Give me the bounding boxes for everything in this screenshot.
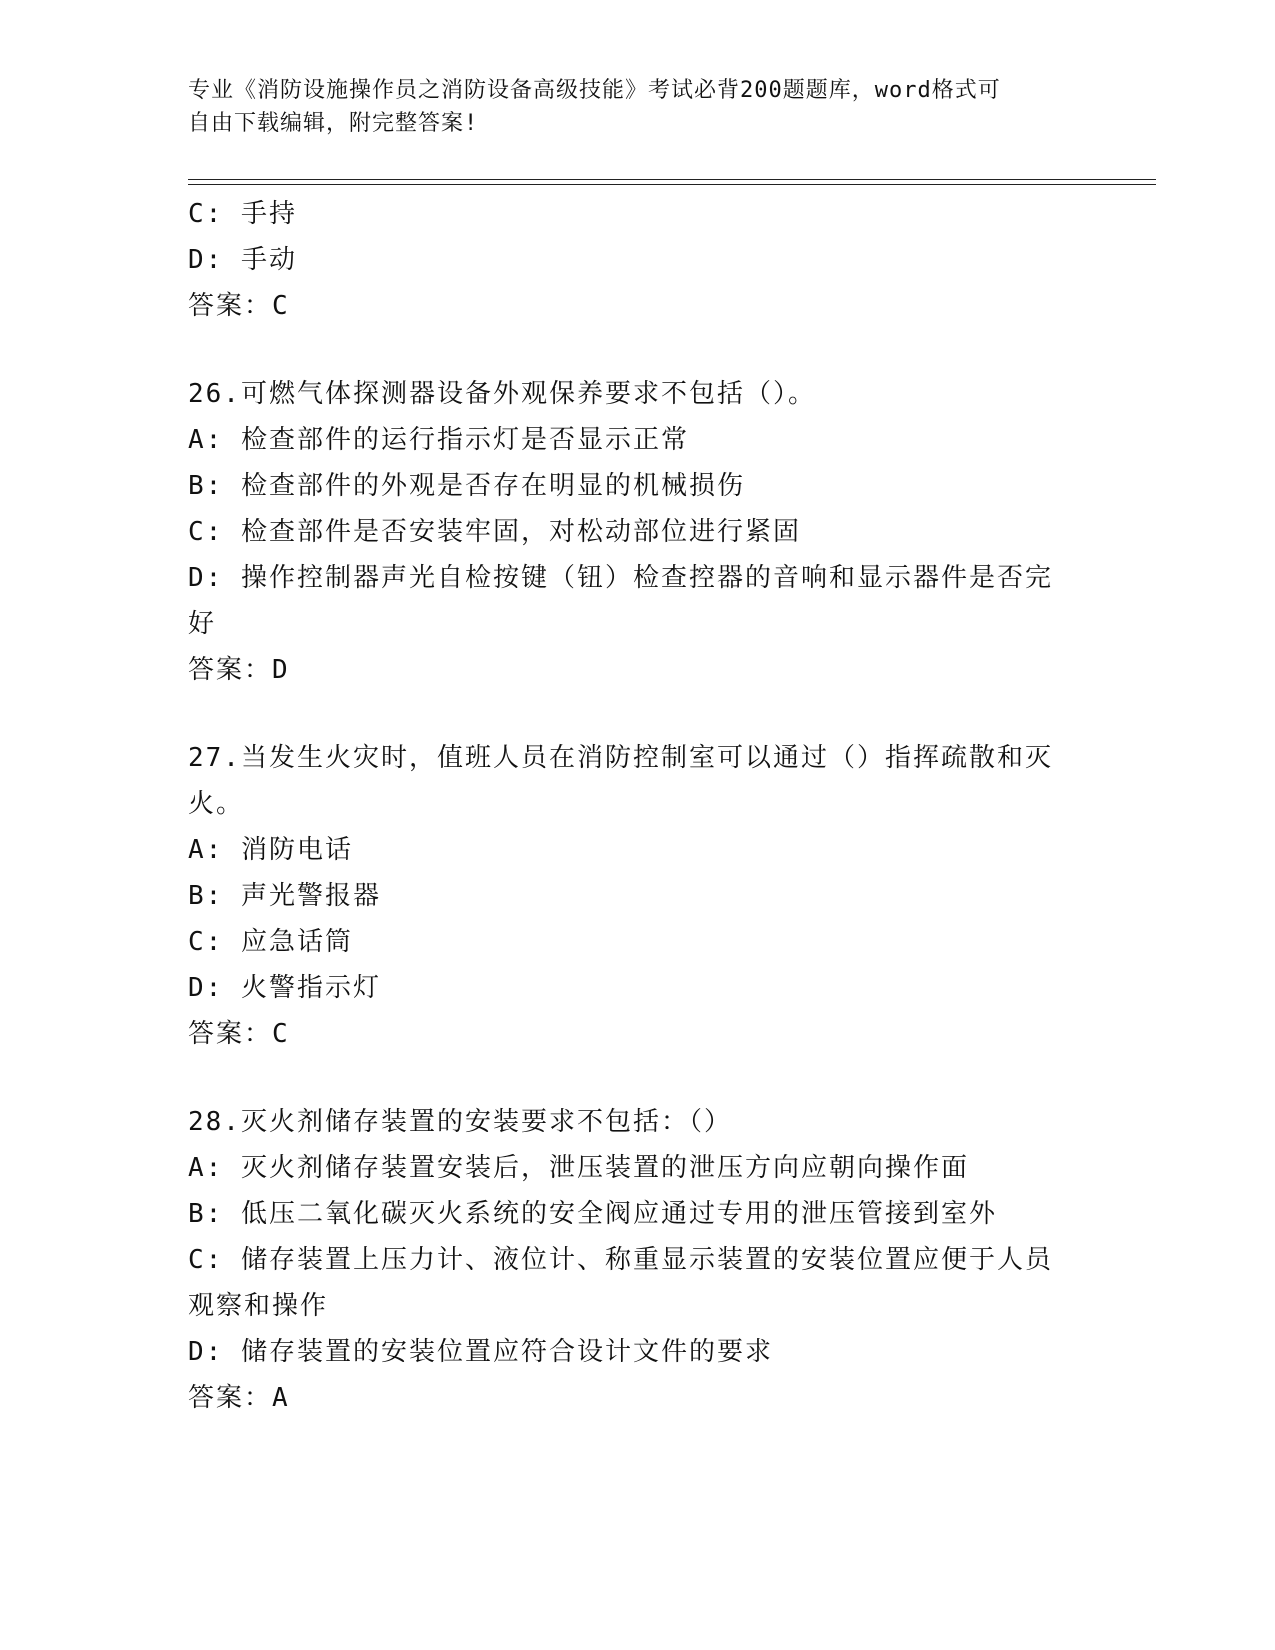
option-b: B: 检查部件的外观是否存在明显的机械损伤 [188,471,745,501]
option-a: A: 检查部件的运行指示灯是否显示正常 [188,425,689,455]
document-header [188,74,1078,140]
question-stem: 28.灭火剂储存装置的安装要求不包括：（） [188,1107,732,1137]
option-b: B: 低压二氧化碳灭火系统的安全阀应通过专用的泄压管接到室外 [188,1199,997,1229]
option-b: B: 声光警报器 [188,881,381,911]
option-d: D: 火警指示灯 [188,973,381,1003]
question-28 [188,1099,1078,1421]
option-c: C: 手持 [188,199,297,229]
option-c: C: 检查部件是否安装牢固，对松动部位进行紧固 [188,517,801,547]
question-stem-continued: 火。 [188,789,245,819]
option-c: C: 应急话筒 [188,927,353,957]
header-line-1: 专业《消防设施操作员之消防设备高级技能》考试必背200题题库，word格式可 [188,78,1001,103]
header-line-2: 自由下载编辑，附完整答案! [188,111,479,136]
option-a: A: 灭火剂储存装置安装后，泄压装置的泄压方向应朝向操作面 [188,1153,969,1183]
question-26 [188,371,1078,693]
option-d: D: 储存装置的安装位置应符合设计文件的要求 [188,1337,773,1367]
header-divider-bottom [188,184,1156,185]
question-27 [188,735,1078,1057]
option-d-continued: 好 [188,609,217,639]
option-d: D: 手动 [188,245,297,275]
question-stem: 26.可燃气体探测器设备外观保养要求不包括（）。 [188,379,816,409]
answer-line: 答案：C [188,291,290,321]
answer-line: 答案：A [188,1383,290,1413]
question-list [188,191,1078,1421]
option-a: A: 消防电话 [188,835,353,865]
answer-line: 答案：D [188,655,290,685]
header-divider-top [188,179,1156,180]
question-stem: 27.当发生火灾时，值班人员在消防控制室可以通过（）指挥疏散和灭 [188,743,1053,773]
option-c-continued: 观察和操作 [188,1291,329,1321]
option-c: C: 储存装置上压力计、液位计、称重显示装置的安装位置应便于人员 [188,1245,1053,1275]
option-d: D: 操作控制器声光自检按键（钮）检查控器的音响和显示器件是否完 [188,563,1053,593]
answer-line: 答案：C [188,1019,290,1049]
